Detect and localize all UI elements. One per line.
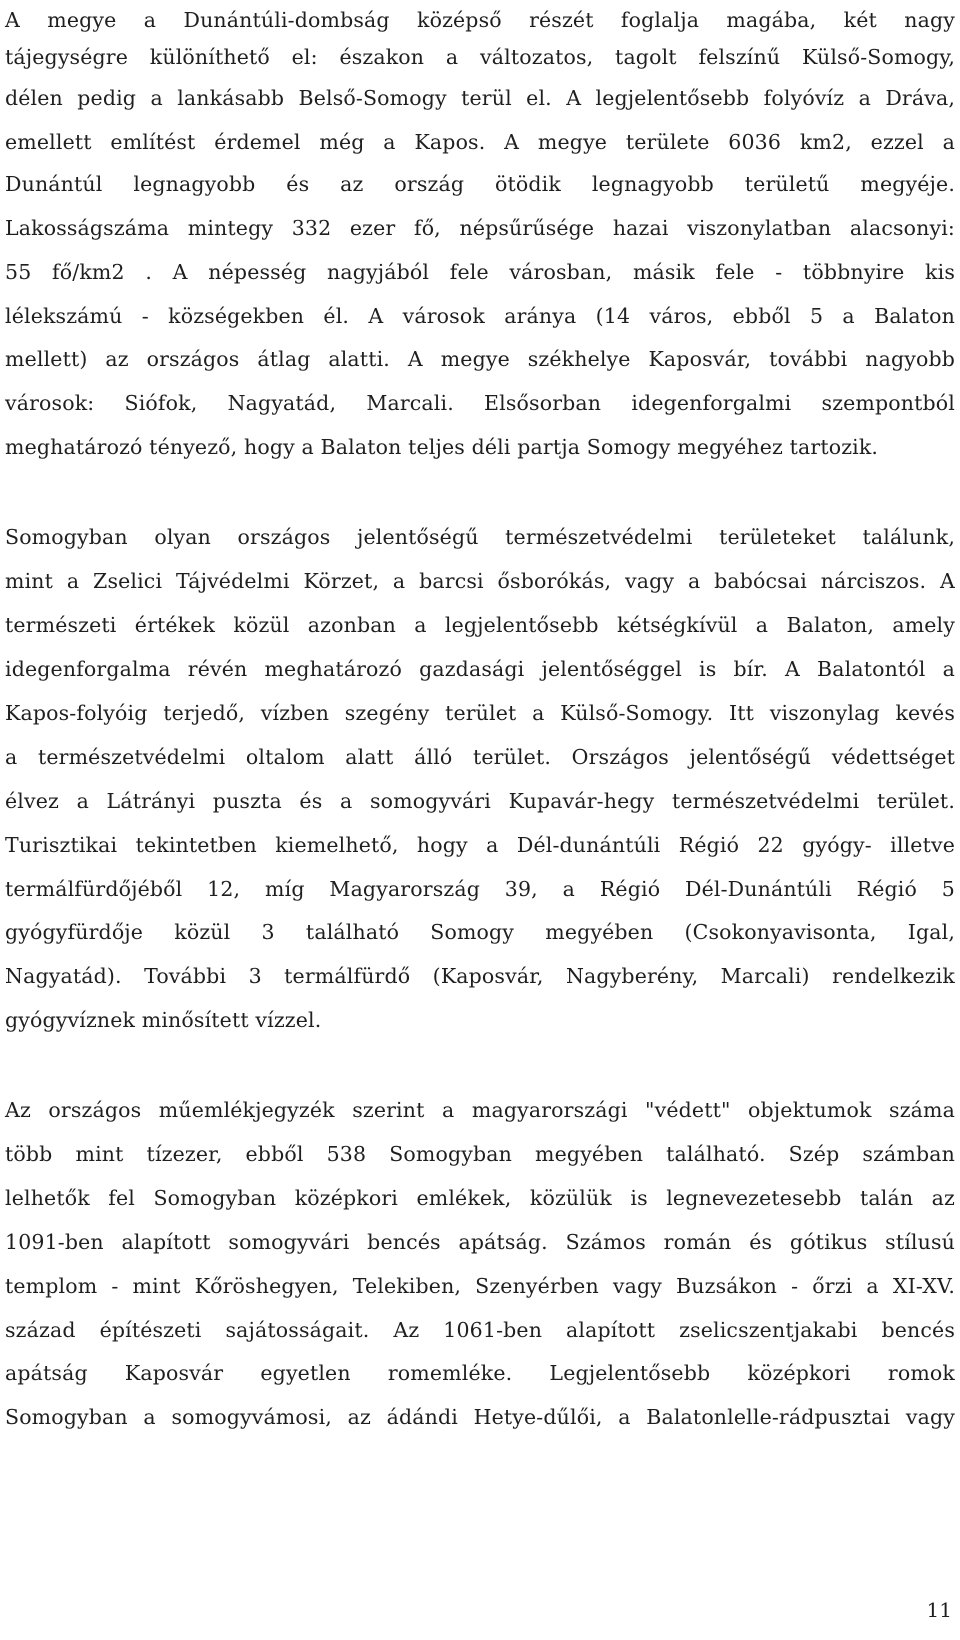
text-line: A megye a Dunántúli-dombság középső részét foglalja magába, két nagy (5, 8, 955, 32)
text-line: templom - mint Kőröshegyen, Telekiben, Szenyérben vagy Buzsákon - őrzi a XI-XV. (5, 1274, 955, 1298)
text-line: apátság Kaposvár egyetlen romemléke. Legjelentősebb középkori romok (5, 1361, 955, 1385)
text-line: délen pedig a lankásabb Belső-Somogy terül el. A legjelentősebb folyóvíz a Dráva, (5, 86, 955, 110)
text-line: század építészeti sajátosságait. Az 1061-ben alapított zselicszentjakabi bencés (5, 1318, 955, 1342)
text-line: városok: Siófok, Nagyatád, Marcali. Elsősorban idegenforgalmi szempontból (5, 391, 955, 415)
text-line: gyógyvíznek minősített vízzel. (5, 1008, 322, 1032)
text-line: tájegységre különíthető el: északon a változatos, tagolt felszínű Külső-Somogy, (5, 45, 955, 69)
text-line: lelhetők fel Somogyban középkori emlékek, közülük is legnevezetesebb talán az (5, 1186, 955, 1210)
text-line: idegenforgalma révén meghatározó gazdasági jelentőséggel is bír. A Balatontól a (5, 657, 955, 681)
text-line: Dunántúl legnagyobb és az ország ötödik legnagyobb területű megyéje. (5, 172, 955, 196)
text-line: Nagyatád). További 3 termálfürdő (Kaposvár, Nagyberény, Marcali) rendelkezik (5, 964, 955, 988)
page-number: 11 (926, 1598, 952, 1622)
text-line: 1091-ben alapított somogyvári bencés apátság. Számos román és gótikus stílusú (5, 1230, 955, 1254)
text-line: Kapos-folyóig terjedő, vízben szegény terület a Külső-Somogy. Itt viszonylag kevés (5, 701, 955, 725)
text-line: termálfürdőjéből 12, míg Magyarország 39, a Régió Dél-Dunántúli Régió 5 (5, 877, 955, 901)
text-line: emellett említést érdemel még a Kapos. A megye területe 6036 km2, ezzel a (5, 130, 955, 154)
text-line: több mint tízezer, ebből 538 Somogyban megyében található. Szép számban (5, 1142, 955, 1166)
text-line: mint a Zselici Tájvédelmi Körzet, a barcsi ősborókás, vagy a babócsai nárciszos. A (5, 569, 955, 593)
text-line: mellett) az országos átlag alatti. A megye székhelye Kaposvár, további nagyobb (5, 347, 955, 371)
text-line: Somogyban a somogyvámosi, az ádándi Hetye-dűlői, a Balatonlelle-rádpusztai vagy (5, 1405, 955, 1429)
text-line: lélekszámú - községekben él. A városok aránya (14 város, ebből 5 a Balaton (5, 304, 955, 328)
text-line: Az országos műemlékjegyzék szerint a magyarországi "védett" objektumok száma (5, 1098, 955, 1122)
text-line: gyógyfürdője közül 3 található Somogy megyében (Csokonyavisonta, Igal, (5, 920, 955, 944)
text-line: természeti értékek közül azonban a legjelentősebb kétségkívül a Balaton, amely (5, 613, 955, 637)
text-line: 55 fő/km2 . A népesség nagyjából fele városban, másik fele - többnyire kis (5, 260, 955, 284)
text-line: a természetvédelmi oltalom alatt álló terület. Országos jelentőségű védettséget (5, 745, 955, 769)
text-line: Somogyban olyan országos jelentőségű természetvédelmi területeket találunk, (5, 525, 955, 549)
text-line: Turisztikai tekintetben kiemelhető, hogy a Dél-dunántúli Régió 22 gyógy- illetve (5, 833, 955, 857)
text-line: Lakosságszáma mintegy 332 ezer fő, népsűrűsége hazai viszonylatban alacsonyi: (5, 216, 955, 240)
text-line: élvez a Látrányi puszta és a somogyvári Kupavár-hegy természetvédelmi terület. (5, 789, 955, 813)
text-line: meghatározó tényező, hogy a Balaton teljes déli partja Somogy megyéhez tartozik. (5, 435, 879, 459)
